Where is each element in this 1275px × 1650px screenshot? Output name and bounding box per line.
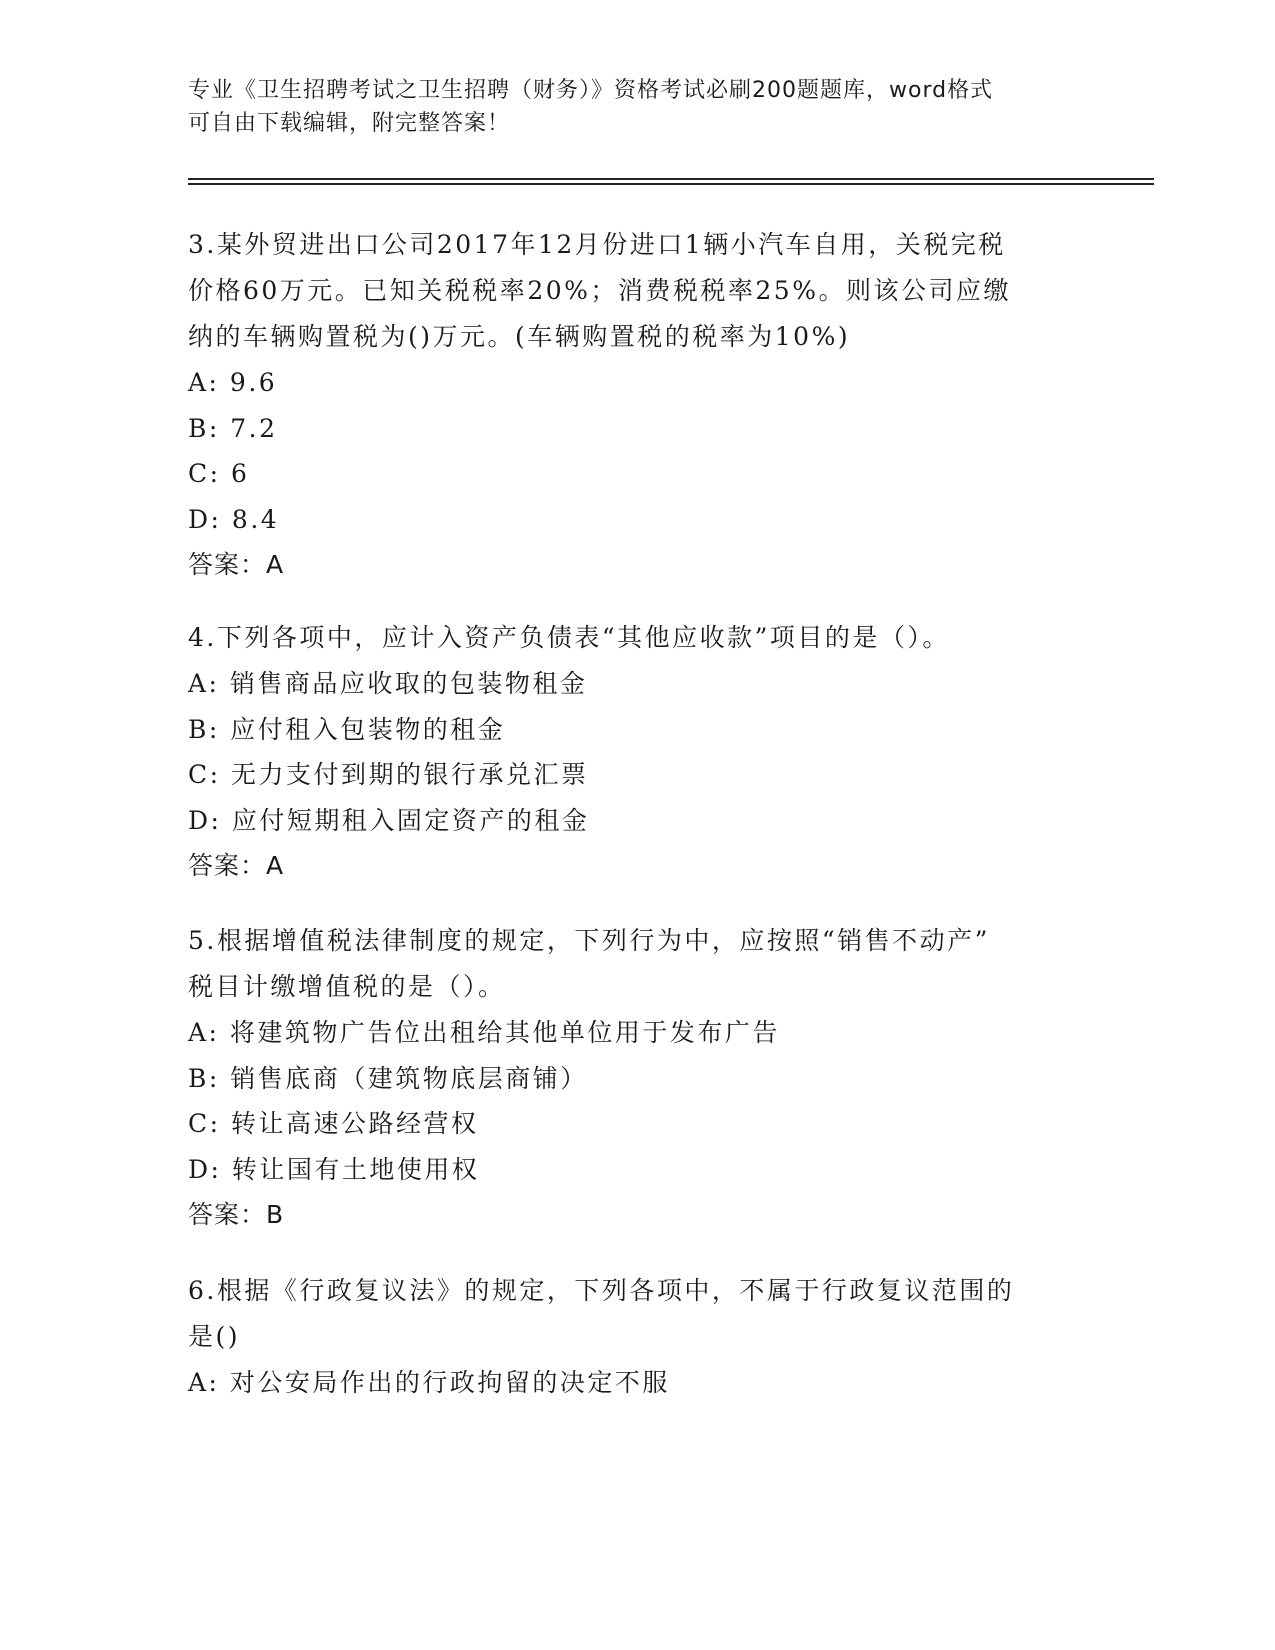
question-4 [188, 615, 1088, 889]
stem-line: 4.下列各项中，应计入资产负债表“其他应收款”项目的是（）。 [188, 623, 950, 652]
option-a: A: 9.6 [188, 368, 278, 397]
option-d: D: 转让国有土地使用权 [188, 1154, 480, 1184]
stem-line: 价格60万元。已知关税税率20%；消费税税率25%。则该公司应缴 [188, 276, 1011, 305]
stem-line: 税目计缴增值税的是（）。 [188, 972, 506, 1001]
question-5 [188, 918, 1088, 1238]
option-a: A: 销售商品应收取的包装物租金 [188, 669, 588, 698]
option-b: B: 7.2 [188, 413, 278, 443]
option-a: A: 对公安局作出的行政拘留的决定不服 [188, 1368, 670, 1397]
question-stem [188, 1268, 1088, 1360]
document-header [188, 74, 1088, 140]
stem-line: 6.根据《行政复议法》的规定，下列各项中，不属于行政复议范围的 [188, 1276, 1015, 1305]
option-c: C: 转让高速公路经营权 [188, 1109, 479, 1138]
header-line-2: 可自由下载编辑，附完整答案！ [188, 111, 511, 136]
question-stem [188, 918, 1088, 1010]
option-c: C: 无力支付到期的银行承兑汇票 [188, 760, 589, 789]
stem-line: 纳的车辆购置税为()万元。(车辆购置税的税率为10%) [188, 322, 851, 351]
header-divider [188, 178, 1154, 180]
header-line-1: 专业《卫生招聘考试之卫生招聘（财务）》资格考试必刷200题题库，word格式 [188, 78, 994, 103]
stem-line: 3.某外贸进出口公司2017年12月份进口1辆小汽车自用，关税完税 [188, 230, 1006, 259]
option-d: D: 应付短期租入固定资产的租金 [188, 805, 590, 835]
question-stem [188, 222, 1088, 360]
option-c: C: 6 [188, 459, 250, 488]
option-b: B: 应付租入包装物的租金 [188, 714, 506, 744]
option-b: B: 销售底商（建筑物底层商铺） [188, 1063, 588, 1093]
answer-label: 答案：B [188, 1200, 285, 1229]
header-divider-second [188, 183, 1154, 185]
stem-line: 5.根据增值税法律制度的规定，下列行为中，应按照“销售不动产” [188, 926, 990, 955]
question-stem [188, 615, 1088, 661]
option-d: D: 8.4 [188, 504, 280, 534]
answer-label: 答案：A [188, 851, 285, 880]
answer-label: 答案：A [188, 550, 285, 579]
question-3 [188, 222, 1088, 588]
option-a: A: 将建筑物广告位出租给其他单位用于发布广告 [188, 1018, 780, 1047]
question-6 [188, 1268, 1088, 1406]
stem-line: 是() [188, 1322, 241, 1351]
